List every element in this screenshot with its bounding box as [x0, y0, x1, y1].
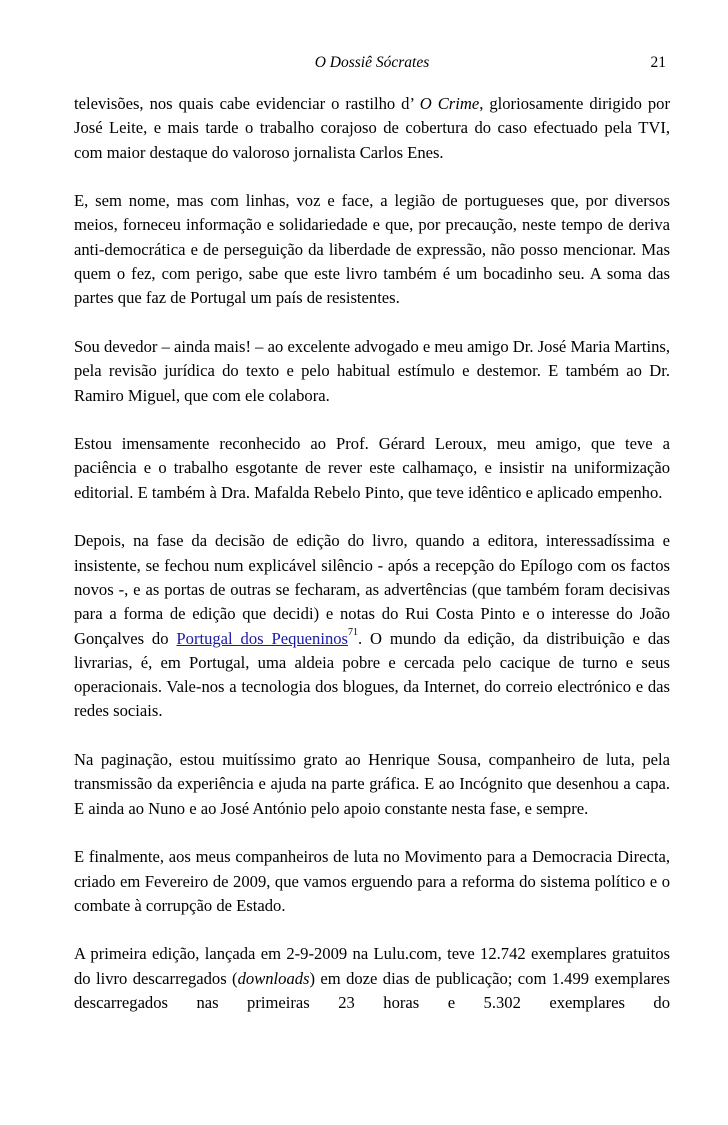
blog-link[interactable]: Portugal dos Pequeninos [176, 628, 349, 648]
running-header [74, 54, 670, 76]
body-text [74, 92, 670, 1040]
paragraph-4: Estou imensamente reconhecido ao Prof. Gérard Leroux, meu amigo, que teve a paciência e o trabalho esgotante de rever este calhamaço, e insistir na uniformização editorial. E também à Dra. Mafalda Rebelo Pinto, que teve idêntico e aplicado empenho. [74, 434, 670, 502]
work-title-italic: O Crime [419, 94, 480, 113]
downloads-italic: downloads [237, 968, 310, 988]
page-number: 21 [650, 54, 666, 71]
paragraph-3: Sou devedor – ainda mais! – ao excelente advogado e meu amigo Dr. José Maria Martins, pela revisão jurídica do texto e pelo habitual estímulo e destemor. E também ao Dr. Ramiro Miguel, que com ele colabora. [74, 336, 670, 405]
paragraph-5: Depois, na fase da decisão de edição do livro, quando a editora, interessadíssima e insistente, se fechou num explicável silêncio - após a recepção do Epílogo com os factos novos -, e as portas de outras se fecharam, as advertências (que também foram decisivas para a forma de edição que decidi) e notas do Rui Costa Pinto e o interesse do João Gonçalves do Portugal dos Pequeninos$^{71}$. O mundo da edição, da distribuição e das livrarias, é, em Portugal, uma aldeia pobre e cercada pelo cacique de turno e seus operacionais. Vale-nos a tecnologia dos blogues, da Internet, do correio electrónico e das redes sociais. [74, 531, 670, 721]
paragraph-1: televisões, nos quais cabe evidenciar o rastilho d’ O Crime, gloriosamente dirigido por José Leite, e mais tarde o trabalho corajoso de cobertura do caso efectuado pela TVI, com maior destaque do valoroso jornalista Carlos Enes. [74, 94, 671, 162]
paragraph-8: A primeira edição, lançada em 2-9-2009 na Lulu.com, teve 12.742 exemplares gratuitos do livro descarregados (downloads) em doze dias de publicação; com 1.499 exemplares descarregados nas primeiras 23 horas e 5.302 exemplares do [74, 944, 671, 1012]
footnote-reference[interactable]: 71 [348, 627, 359, 638]
paragraph-2: E, sem nome, mas com linhas, voz e face, a legião de portugueses que, por diversos meios, forneceu informação e solidariedade e que, por precaução, neste tempo de deriva anti-democrática e de perseguição da liberdade de expressão, não posso mencionar. Mas quem o fez, com perigo, sabe que este livro também é um bocadinho seu. A soma das partes que faz de Portugal um país de resistentes. [74, 191, 670, 308]
paragraph-6: Na paginação, estou muitíssimo grato ao Henrique Sousa, companheiro de luta, pela transmissão da experiência e ajuda na parte gráfica. E ao Incógnito que desenhou a capa. E ainda ao Nuno e ao José António pelo apoio constante nesta fase, e sempre. [74, 750, 670, 818]
book-title: O Dossiê Sócrates [314, 54, 430, 71]
paragraph-7: E finalmente, aos meus companheiros de luta no Movimento para a Democracia Directa, criado em Fevereiro de 2009, que vamos erguendo para a reforma do sistema político e o combate à corrupção de Estado. [74, 847, 670, 915]
